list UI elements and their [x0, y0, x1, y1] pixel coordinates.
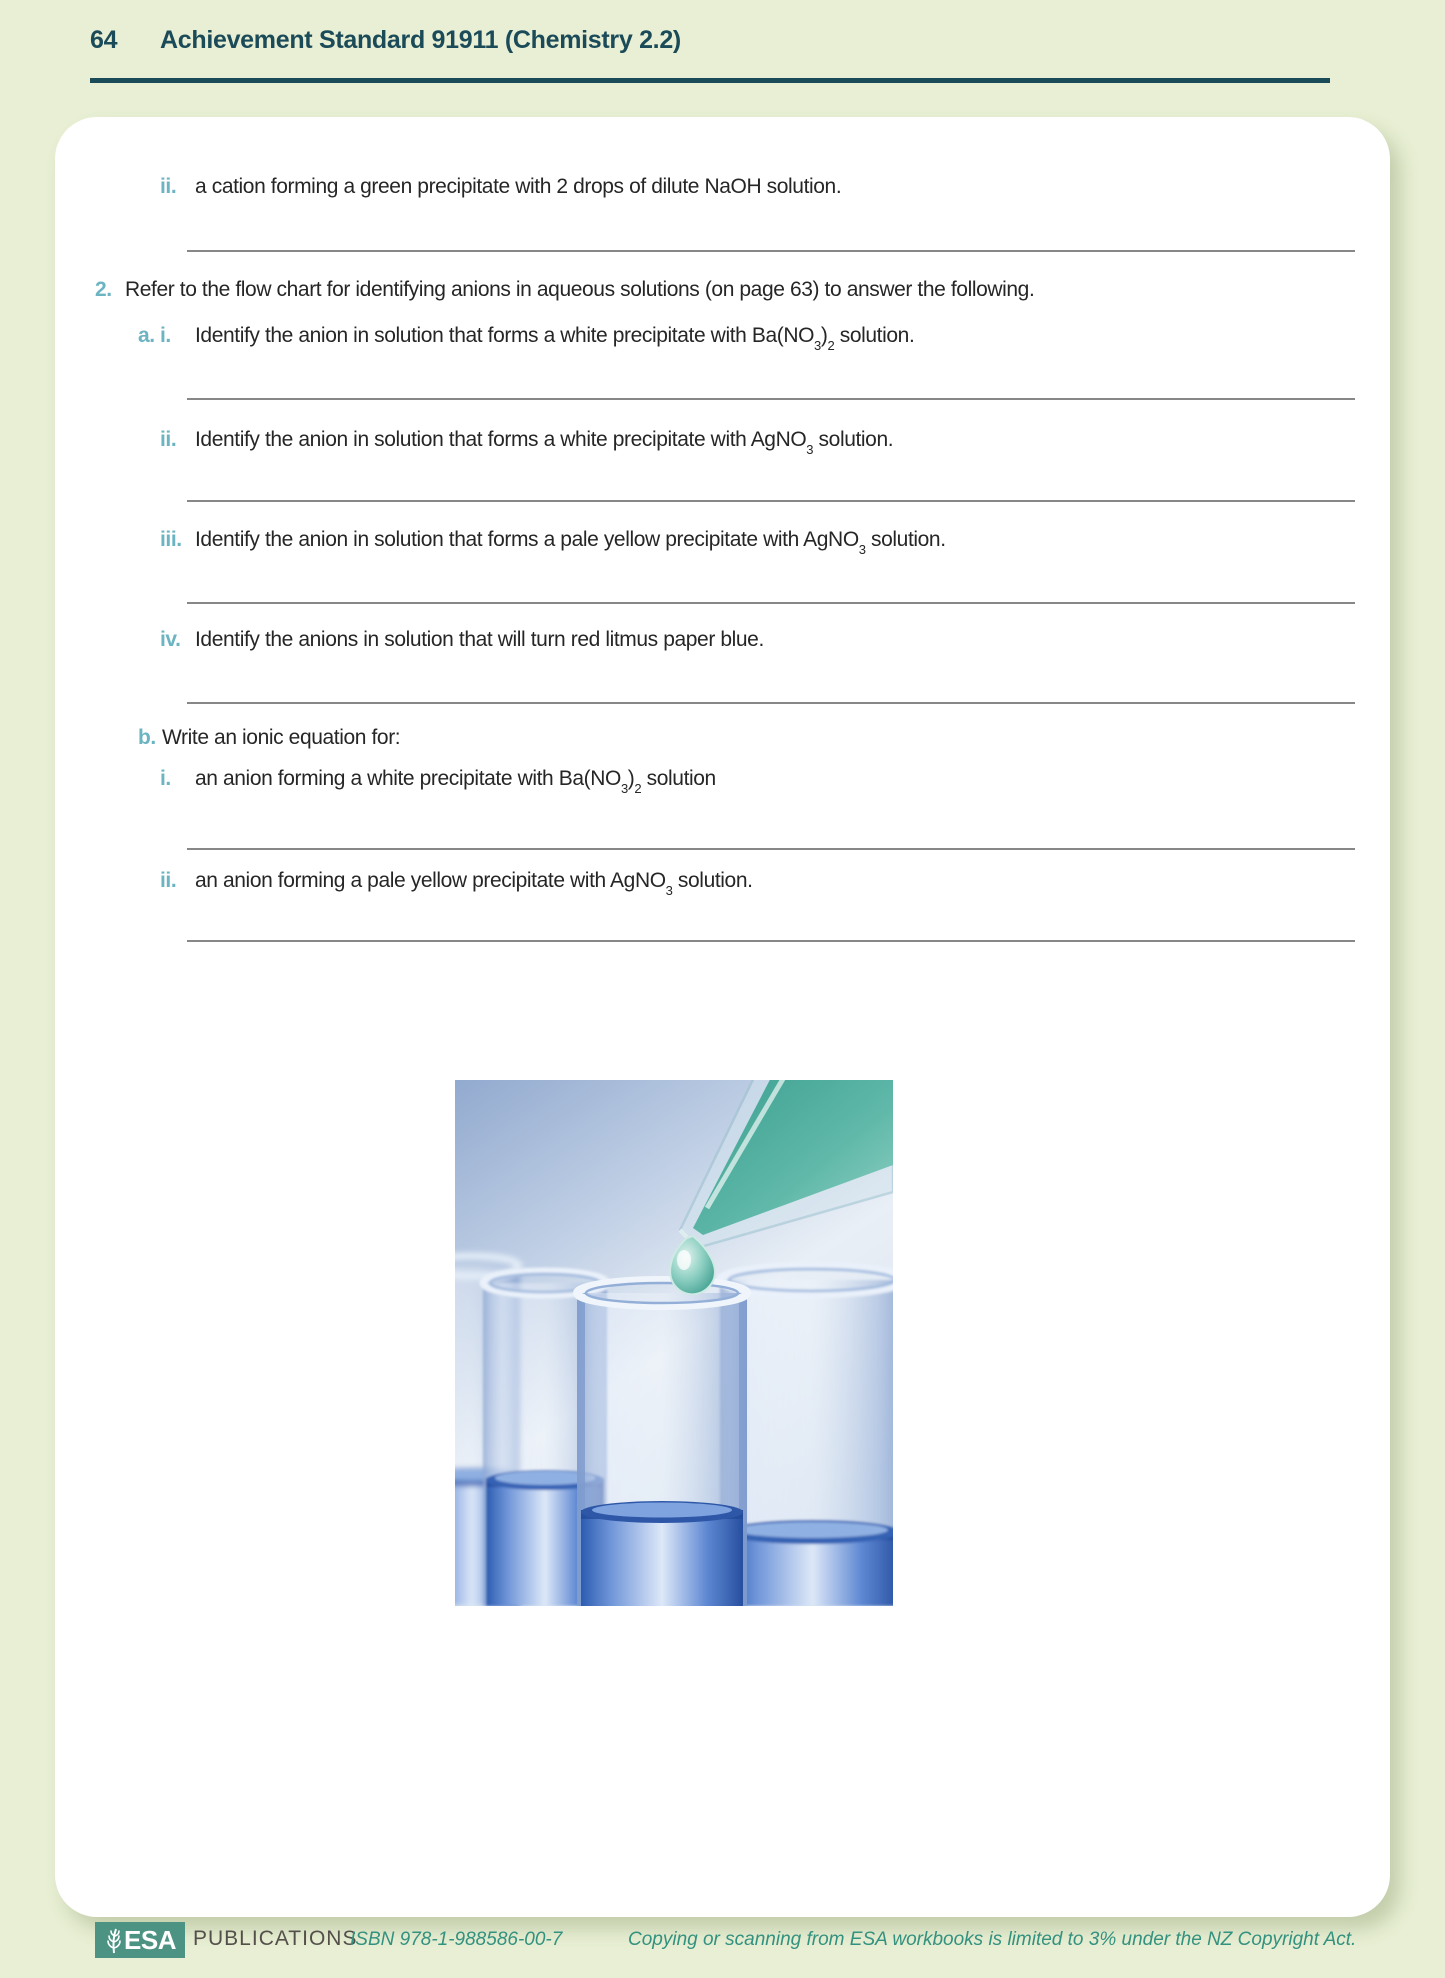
copyright-notice: Copying or scanning from ESA workbooks is limited to 3% under the NZ Copyright Act. [628, 1929, 1357, 1950]
question-2a-iv-text: Identify the anions in solution that will turn red litmus paper blue. [195, 628, 764, 651]
droplet-highlight [677, 1250, 691, 1270]
question-2-marker: 2. [95, 278, 112, 301]
question-2a-iii-marker: iii. [160, 528, 182, 551]
question-2a-i-marker: i. [160, 324, 171, 347]
page-title: Achievement Standard 91911 (Chemistry 2.2) [160, 26, 681, 54]
question-2b-i-marker: i. [160, 767, 171, 790]
question-2b-ii-marker: ii. [160, 869, 177, 892]
esa-logo-text: ESA [124, 1924, 176, 1955]
answer-line-5 [187, 702, 1355, 704]
answer-line-4 [187, 602, 1355, 604]
test-tube-center [577, 1280, 747, 1606]
question-2b-row [55, 722, 1390, 754]
question-2a-iii-text: Identify the anion in solution that forms a pale yellow precipitate with AgNO$_3$ solution. [195, 528, 946, 558]
isbn-label: ISBN 978-1-988586-00-7 [350, 1929, 563, 1950]
answer-line-1 [187, 250, 1355, 252]
question-2b-i-text: an anion forming a white precipitate with $Ba(NO_3)_2$ solution [195, 767, 716, 797]
question-2a-ii-text: Identify the anion in solution that forms a white precipitate with AgNO$_3$ solution. [195, 428, 894, 458]
question-1-ii-text: a cation forming a green precipitate with 2 drops of dilute NaOH solution. [195, 175, 842, 198]
answer-line-7 [187, 940, 1355, 942]
question-2b-ii-row [55, 865, 1390, 897]
question-2a-iii-row [55, 524, 1390, 556]
question-2b-text: Write an ionic equation for: [162, 726, 401, 749]
question-2a-marker: a. [138, 324, 155, 347]
question-2b-i-row [55, 763, 1390, 795]
page-number: 64 [90, 26, 118, 54]
question-2a-iv-marker: iv. [160, 628, 181, 651]
chemistry-photo [455, 1080, 893, 1606]
header-rule [90, 78, 1330, 83]
question-1-ii-marker: ii. [160, 175, 177, 198]
question-2a-i-text: Identify the anion in solution that forms a white precipitate with $Ba(NO_3)_2$ solution. [195, 324, 915, 354]
question-2b-marker: b. [138, 726, 156, 749]
question-2a-ii-row [55, 424, 1390, 456]
answer-line-3 [187, 500, 1355, 502]
question-2a-ii-marker: ii. [160, 428, 177, 451]
question-1-ii-row [55, 171, 1390, 203]
question-2b-ii-text: an anion forming a pale yellow precipitate with AgNO$_3$ solution. [195, 869, 753, 899]
answer-line-6 [187, 848, 1355, 850]
question-2-row [55, 274, 1390, 306]
question-2-text: Refer to the flow chart for identifying anions in aqueous solutions (on page 63) to answer the following. [125, 278, 1035, 301]
publications-label: PUBLICATIONS [193, 1927, 358, 1950]
fern-icon [104, 1926, 124, 1954]
esa-logo [95, 1922, 185, 1958]
content-card [55, 117, 1390, 1917]
question-2a-iv-row [55, 624, 1390, 656]
question-2a-i-row [55, 320, 1390, 352]
answer-line-2 [187, 398, 1355, 400]
